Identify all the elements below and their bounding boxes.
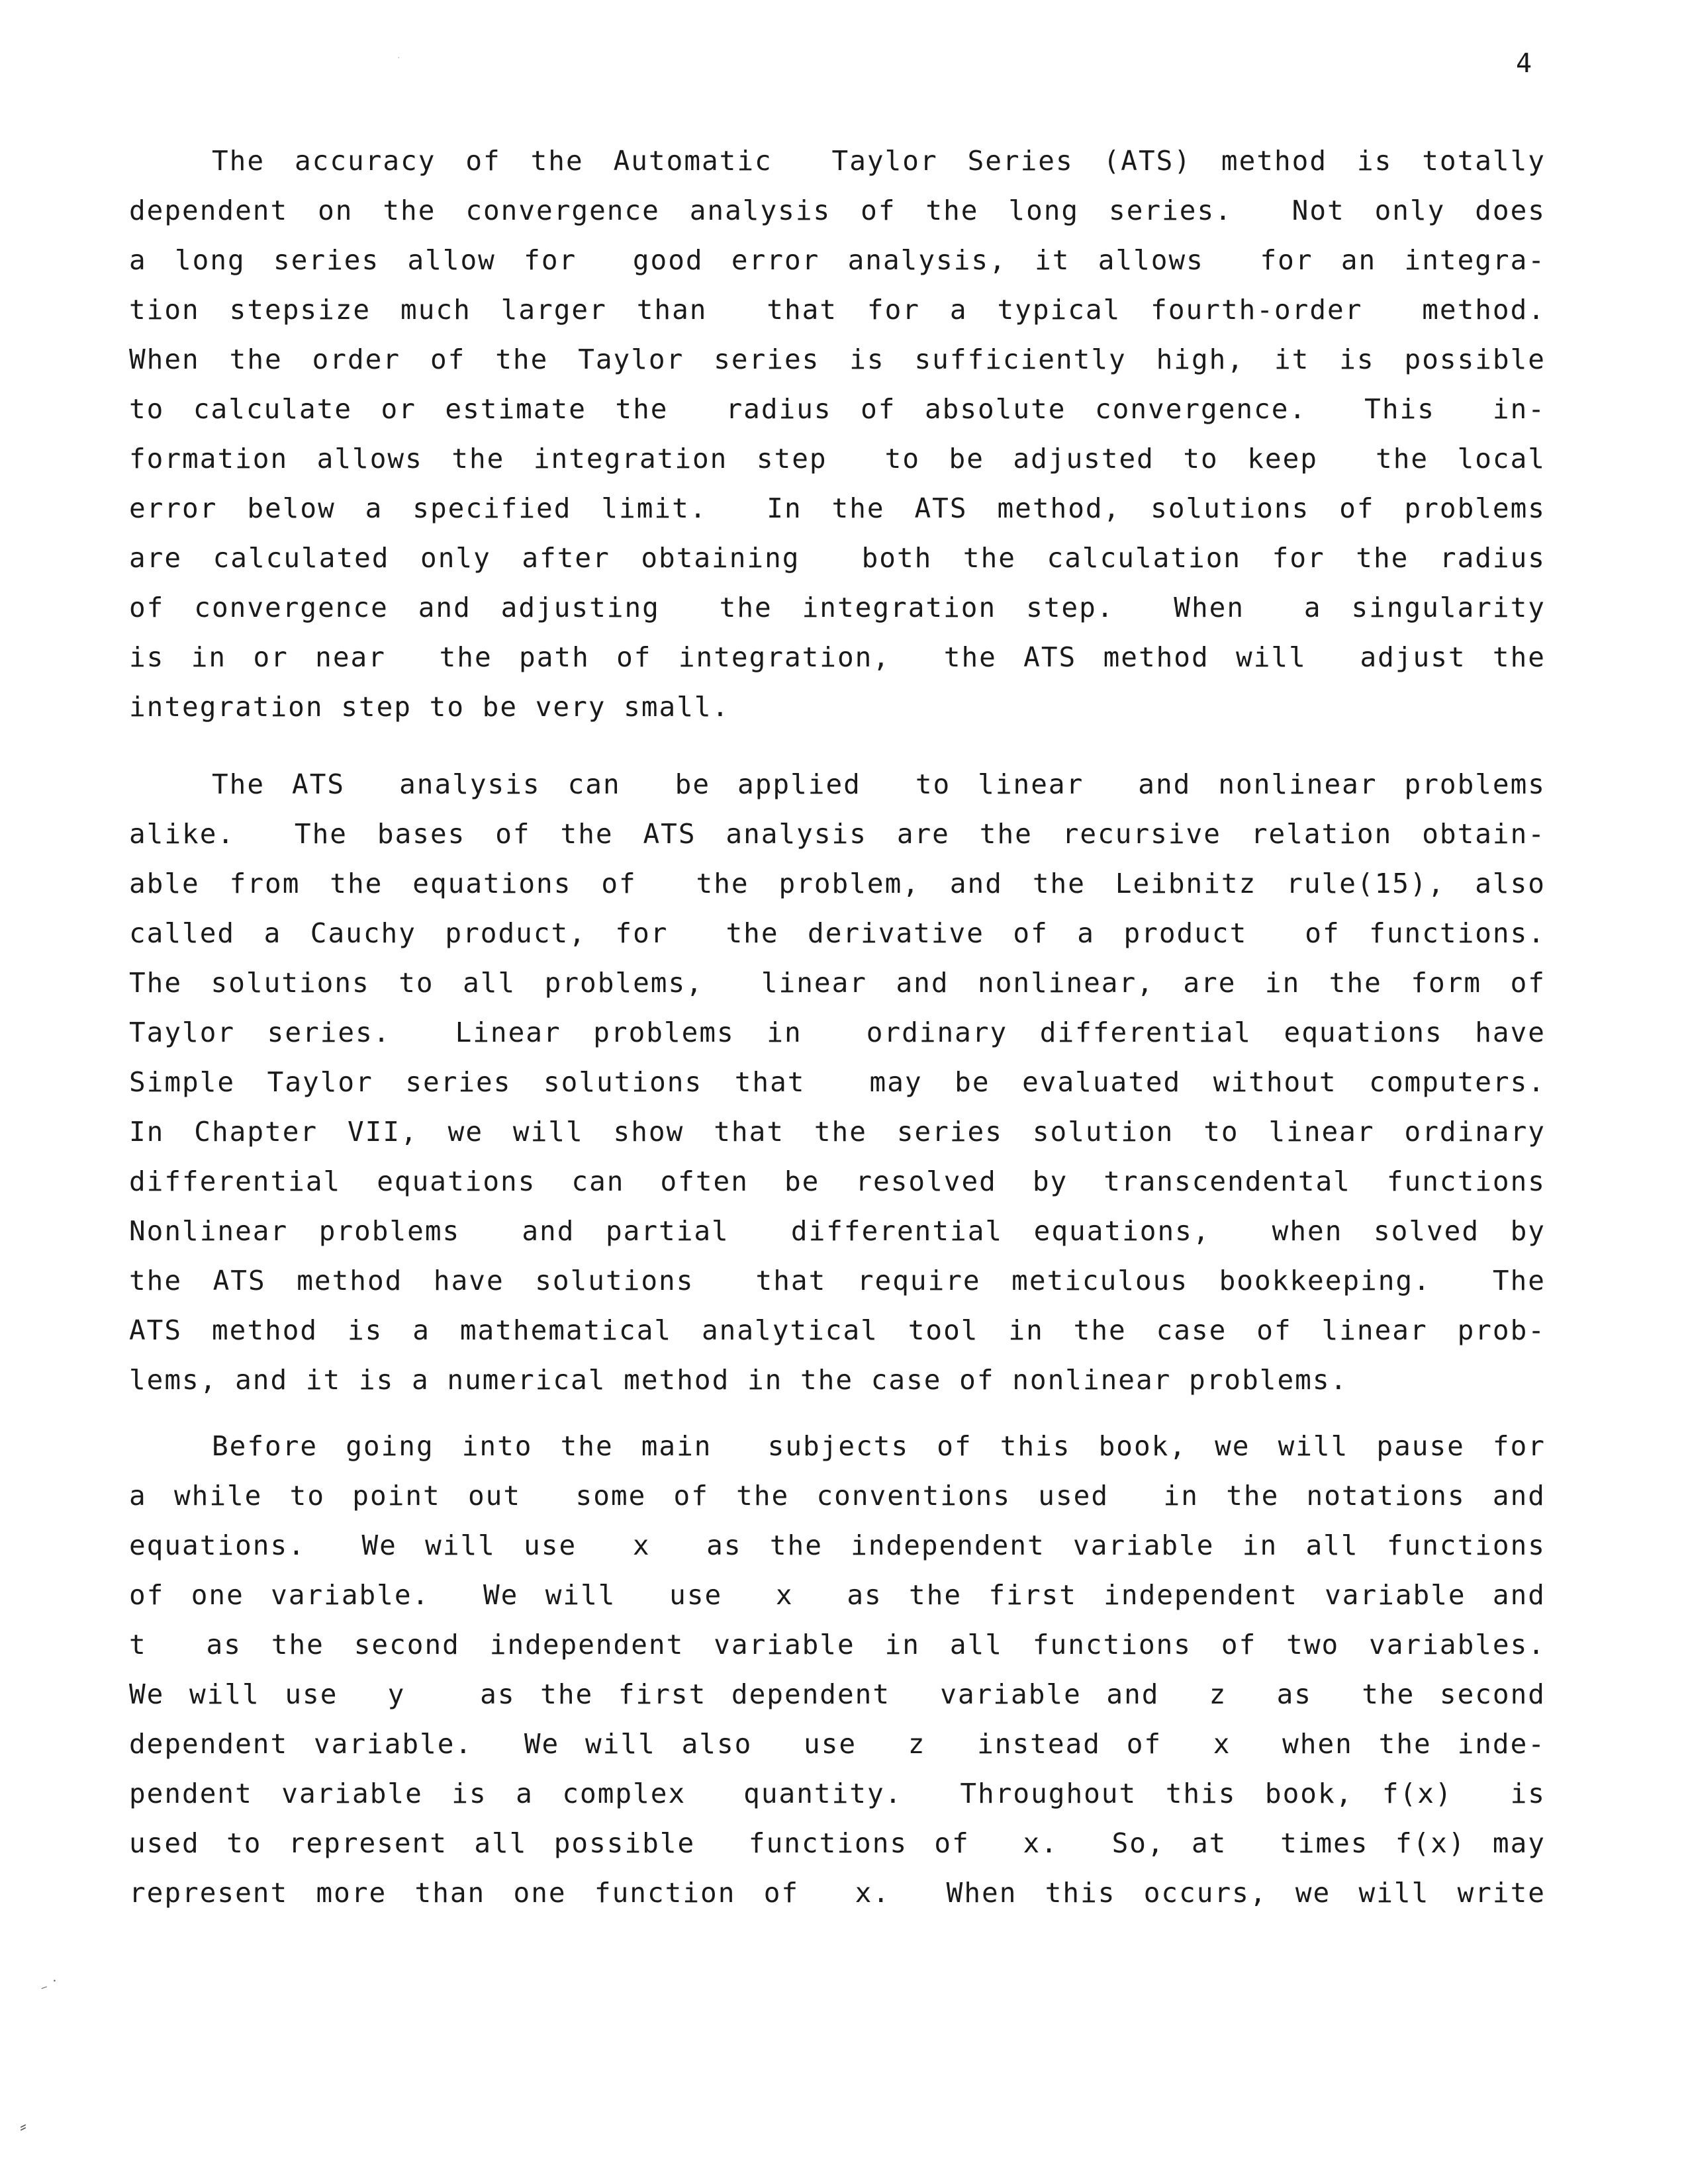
text-line: formation allows the integration step to be adjusted to keep the local — [129, 443, 1546, 475]
text-line: equations. We will use x as the independent variable in all functions — [129, 1529, 1546, 1561]
text-line: We will use y as the first dependent variable and z as the second — [129, 1678, 1546, 1710]
text-line: dependent variable. We will also use z instead of x when the inde- — [129, 1728, 1546, 1760]
text-line: The solutions to all problems, linear and nonlinear, are in the form of — [129, 967, 1546, 999]
scan-speck: · — [397, 53, 400, 64]
text-line: pendent variable is a complex quantity. Throughout this book, f(x) is — [129, 1778, 1546, 1809]
paragraph-2 — [129, 760, 1546, 1405]
text-line: to calculate or estimate the radius of absolute convergence. This in- — [129, 393, 1546, 425]
text-line: of convergence and adjusting the integration step. When a singularity — [129, 592, 1546, 623]
text-line: represent more than one function of x. When this occurs, we will write — [129, 1877, 1546, 1909]
text-line: ATS method is a mathematical analytical tool in the case of linear prob- — [129, 1314, 1546, 1346]
text-line: is in or near the path of integration, the ATS method will adjust the — [129, 641, 1546, 673]
text-line: t as the second independent variable in all functions of two variables. — [129, 1629, 1546, 1661]
scan-mark: ⁻ ˙ — [38, 1977, 63, 2000]
text-line: error below a specified limit. In the ATS method, solutions of problems — [129, 492, 1546, 524]
text-line: tion stepsize much larger than that for a typical fourth-order method. — [129, 294, 1546, 326]
text-line: able from the equations of the problem, and the Leibnitz rule(15), also — [129, 868, 1546, 899]
text-line: a while to point out some of the conventions used in the notations and — [129, 1480, 1546, 1512]
text-line: called a Cauchy product, for the derivative of a product of functions. — [129, 917, 1546, 949]
text-line: alike. The bases of the ATS analysis are the recursive relation obtain- — [129, 818, 1546, 850]
page-number: 4 — [1516, 48, 1532, 79]
text-line: the ATS method have solutions that require meticulous bookkeeping. The — [129, 1265, 1546, 1297]
text-line: In Chapter VII, we will show that the series solution to linear ordinary — [129, 1116, 1546, 1148]
text-line: are calculated only after obtaining both the calculation for the radius — [129, 542, 1546, 574]
text-line: Simple Taylor series solutions that may be evaluated without computers. — [129, 1066, 1546, 1098]
text-line: The ATS analysis can be applied to linear and nonlinear problems — [212, 768, 1546, 800]
text-line: Before going into the main subjects of this book, we will pause for — [212, 1430, 1546, 1462]
text-line: Nonlinear problems and partial differential equations, when solved by — [129, 1215, 1546, 1247]
text-line: When the order of the Taylor series is sufficiently high, it is possible — [129, 343, 1546, 375]
scan-mark: ⸗ — [20, 2115, 26, 2138]
text-line: lems, and it is a numerical method in the case of nonlinear problems. — [129, 1364, 1348, 1396]
text-line: used to represent all possible functions of x. So, at times f(x) may — [129, 1827, 1546, 1859]
text-line: Taylor series. Linear problems in ordinary differential equations have — [129, 1017, 1546, 1048]
paragraph-3 — [129, 1422, 1546, 1918]
text-line: differential equations can often be resolved by transcendental functions — [129, 1165, 1546, 1197]
text-line: of one variable. We will use x as the first independent variable and — [129, 1579, 1546, 1611]
text-line: dependent on the convergence analysis of the long series. Not only does — [129, 195, 1546, 226]
paragraph-1 — [129, 136, 1546, 732]
text-line: a long series allow for good error analysis, it allows for an integra- — [129, 244, 1546, 276]
text-line: The accuracy of the Automatic Taylor Series (ATS) method is totally — [212, 145, 1546, 177]
text-line: integration step to be very small. — [129, 691, 730, 723]
